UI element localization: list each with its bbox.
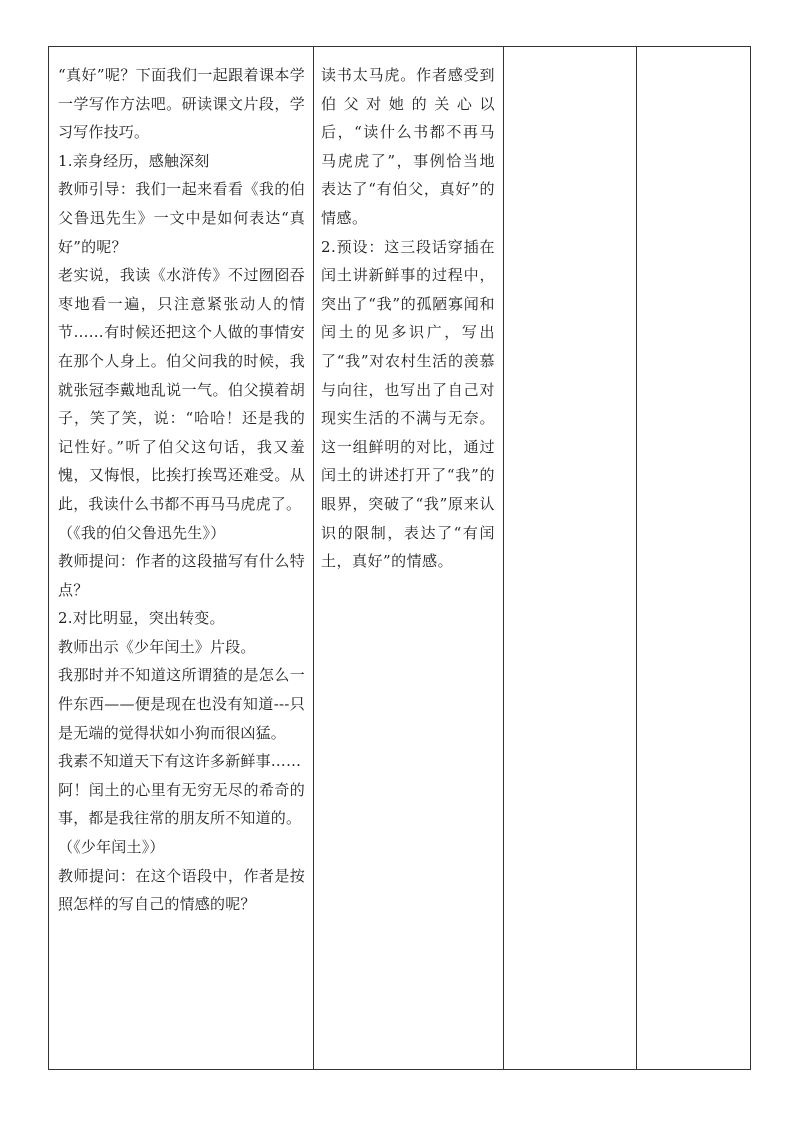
teaching-process-cell [49,47,314,1070]
column1-text [49,47,313,919]
section-heading: 2.对比明显，突出转变。 [58,609,225,628]
quoted-excerpt: 我素不知道天下有这许多新鲜事…… [58,752,302,771]
source-citation: （《我的伯父鲁迅先生》） [58,523,226,542]
quoted-excerpt: 老实说，我读《水浒传》不过囫囵吞枣地看一遍，只注意紧张动人的情节……有时候还把这个人做的事情安在那个人身上。伯父问我的时候，我就张冠李戴地乱说一气。伯父摸着胡子，笑了笑，说：“哈哈！还是我的记性好。”听了伯父这句话，我又羞愧，又悔恨，比挨打挨骂还难受。从此，我读什么书都不再马马虎虎了。 [58,266,305,513]
teacher-question: 教师提问：作者的这段描写有什么特点？ [58,552,305,599]
paragraph: 2.预设：这三段话穿插在闰土讲新鲜事的过程中，突出了“我”的孤陋寡闻和闰土的见多识广，写出了“我”对农村生活的羡慕与向往，也写出了自己对现实生活的不满与无奈。这一组鲜明的对比，通过闰土的讲述打开了“我”的眼界，突破了“我”原来认识的限制，表达了“有闰土，真好”的情感。 [321,237,495,571]
paragraph: 教师出示《少年闰土》片段。 [58,637,256,656]
lesson-plan-table [48,46,751,1070]
quoted-excerpt: 我那时并不知道这所谓猹的是怎么一件东西——便是现在也没有知道---只是无端的觉得状如小狗而很凶猛。 [58,666,305,742]
paragraph: “真好”呢？下面我们一起跟着课本学一学写作方法吧。研读课文片段，学习写作技巧。 [58,66,305,142]
teacher-question: 教师提问：在这个语段中，作者是按照怎样的写自己的情感的呢？ [58,866,305,914]
paragraph: 教师引导：我们一起来看看《我的伯父鲁迅先生》一文中是如何表达“真好”的呢？ [58,180,305,256]
column2-text [314,47,503,576]
paragraph: 读书太马虎。作者感受到伯父对她的关心以后，“读什么书都不再马马虎虎了”，事例恰当地表达了“有伯父，真好”的情感。 [321,66,495,227]
quoted-excerpt: 阿！闰土的心里有无穷无尽的希奇的事，都是我往常的朋友所不知道的。 [58,780,305,828]
source-citation: （《少年闰土》） [58,838,165,857]
student-activity-cell [314,47,504,1070]
empty-cell [504,47,637,1070]
empty-cell [637,47,751,1070]
section-heading: 1.亲身经历，感触深刻 [58,151,210,170]
table-row [49,47,751,1070]
